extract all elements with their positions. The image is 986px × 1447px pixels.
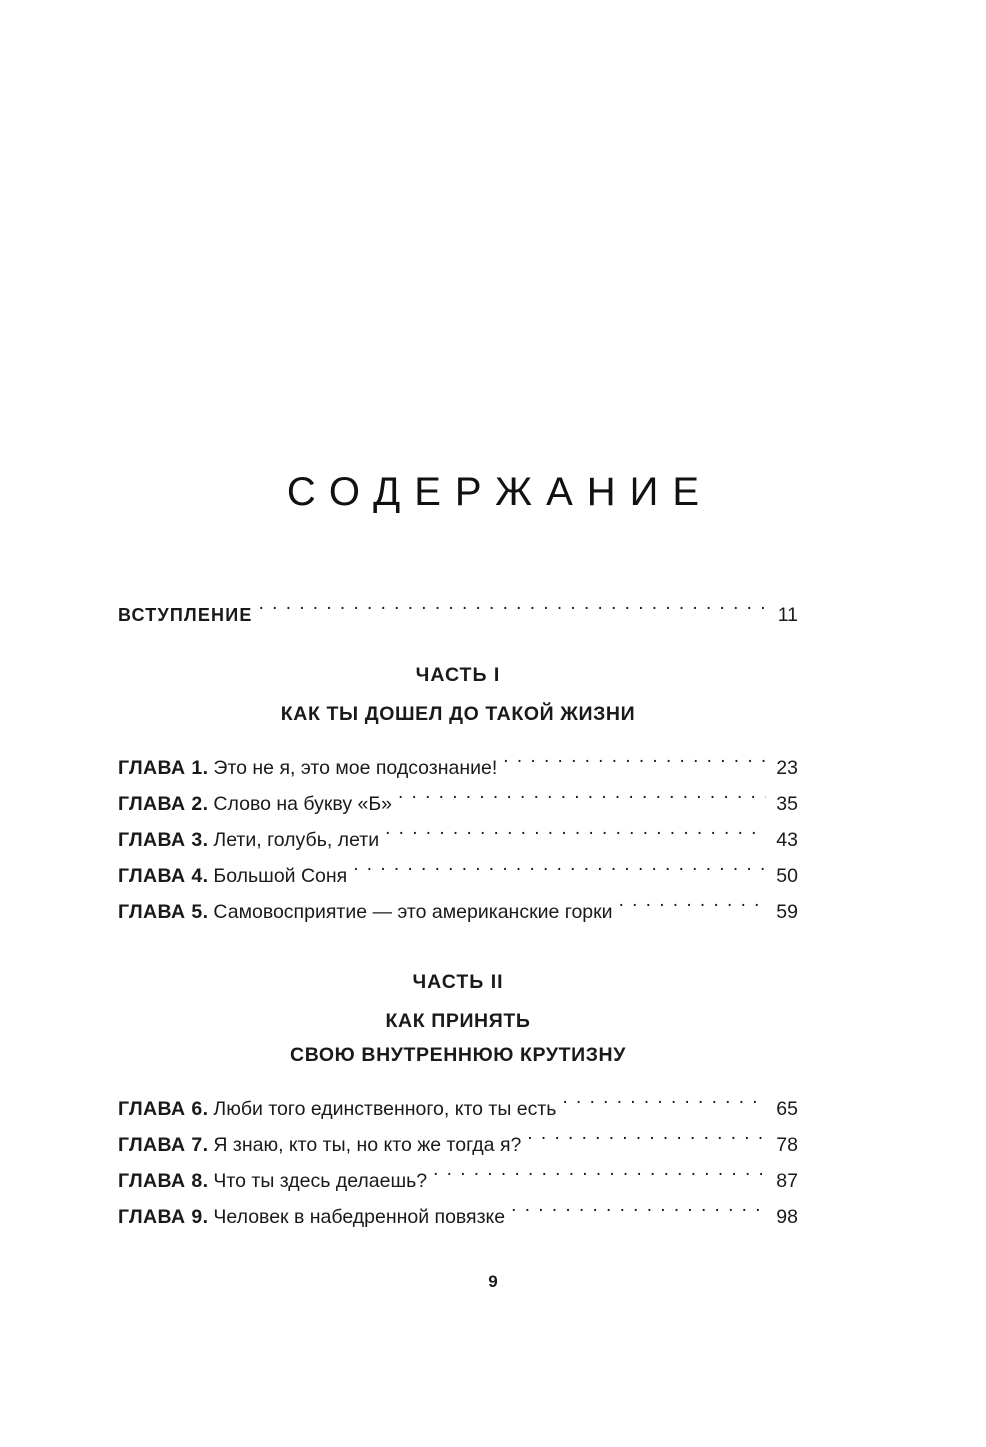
part-title-line: КАК ПРИНЯТЬ: [385, 1010, 531, 1032]
dot-leader: [385, 827, 766, 847]
toc-entry-page: 87: [776, 1170, 798, 1192]
dot-leader: [353, 863, 766, 883]
dot-leader: [398, 791, 766, 811]
dot-leader: [527, 1132, 766, 1152]
toc-entry-chapter-1[interactable]: [118, 753, 798, 783]
toc-entry-chapter-7[interactable]: [118, 1130, 798, 1160]
toc-entry-title: Я знаю, кто ты, но кто же тогда я?: [213, 1134, 522, 1156]
toc-entry-label: ГЛАВА 3.: [118, 829, 209, 851]
toc-entry-title: Лети, голубь, лети: [213, 829, 380, 851]
part-heading-1: [118, 664, 798, 731]
toc-entry-chapter-3[interactable]: [118, 825, 798, 855]
dot-leader: [259, 602, 766, 622]
toc-entry-chapter-4[interactable]: [118, 861, 798, 891]
toc-entry-title: Что ты здесь делаешь?: [213, 1170, 428, 1192]
page-folio: 9: [488, 1272, 498, 1291]
toc-entry-title: Большой Соня: [213, 865, 348, 887]
dot-leader: [433, 1168, 766, 1188]
toc-entry-label: ГЛАВА 7.: [118, 1134, 209, 1156]
part-title-line: КАК ТЫ ДОШЕЛ ДО ТАКОЙ ЖИЗНИ: [280, 703, 636, 725]
part-number: ЧАСТЬ I: [415, 664, 501, 686]
dot-leader: [562, 1096, 766, 1116]
toc-entry-label: ГЛАВА 6.: [118, 1098, 209, 1120]
toc-entry-intro[interactable]: [118, 600, 798, 630]
toc-entry-page: 50: [776, 865, 798, 887]
toc-entry-chapter-9[interactable]: [118, 1202, 798, 1232]
toc-entry-chapter-6[interactable]: [118, 1094, 798, 1124]
toc-entry-page: 59: [776, 901, 798, 923]
toc-entry-label: ГЛАВА 5.: [118, 901, 209, 923]
dot-leader: [511, 1204, 766, 1224]
dot-leader: [619, 899, 766, 919]
toc-entry-page: 43: [776, 829, 798, 851]
toc-entry-label: ГЛАВА 1.: [118, 757, 209, 779]
toc-entry-page: 65: [776, 1098, 798, 1120]
toc-entry-page: 23: [776, 757, 798, 779]
part-heading-2: [118, 971, 798, 1072]
toc-entry-page: 78: [776, 1134, 798, 1156]
page-title: СОДЕРЖАНИЕ: [286, 470, 714, 514]
toc-entry-page: 98: [776, 1206, 798, 1228]
toc-entry-title: Человек в набедренной повязке: [213, 1206, 506, 1228]
toc-entry-title: Это не я, это мое подсознание!: [213, 757, 498, 779]
toc-entry-label: ГЛАВА 8.: [118, 1170, 209, 1192]
toc-entry-label: ГЛАВА 9.: [118, 1206, 209, 1228]
toc-entry-label: ГЛАВА 4.: [118, 865, 209, 887]
toc-entry-page: 35: [776, 793, 798, 815]
toc-entry-chapter-5[interactable]: [118, 897, 798, 927]
dot-leader: [503, 755, 766, 775]
toc-entry-title: Самовосприятие — это американские горки: [213, 901, 613, 923]
toc-entry-title: Люби того единственного, кто ты есть: [213, 1098, 557, 1120]
toc-entry-label: ВСТУПЛЕНИЕ: [118, 605, 253, 625]
toc-entry-title: Слово на букву «Б»: [213, 793, 392, 815]
part-number: ЧАСТЬ II: [412, 971, 504, 993]
table-of-contents: [118, 600, 798, 1238]
toc-entry-label: ГЛАВА 2.: [118, 793, 209, 815]
part-title-line: СВОЮ ВНУТРЕННЮЮ КРУТИЗНУ: [290, 1044, 626, 1066]
toc-entry-page: 11: [777, 604, 798, 626]
toc-entry-chapter-8[interactable]: [118, 1166, 798, 1196]
toc-entry-chapter-2[interactable]: [118, 789, 798, 819]
